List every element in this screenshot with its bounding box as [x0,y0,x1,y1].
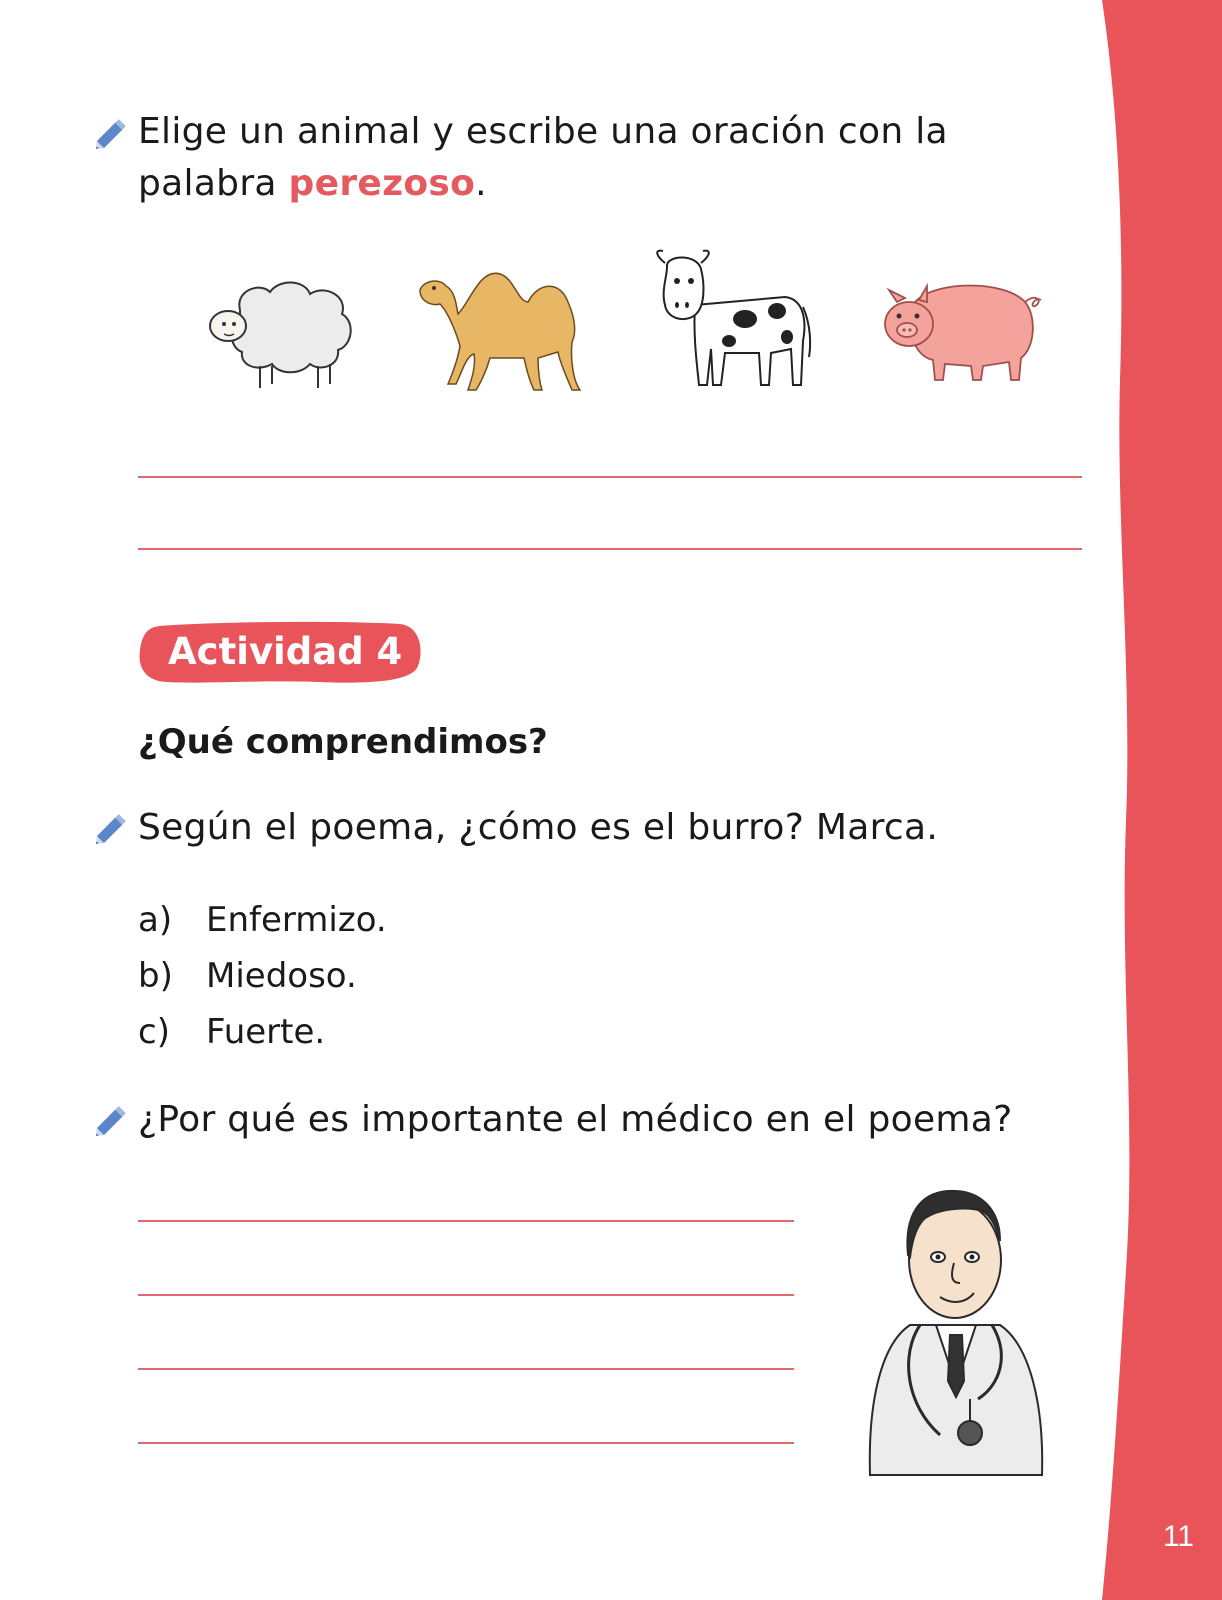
option-letter: a) [138,900,173,940]
option-text: Fuerte. [206,1012,326,1052]
option-text: Enfermizo. [206,900,387,940]
highlight-word: perezoso [288,163,476,204]
pencil-icon [90,808,132,850]
answer-line[interactable] [138,476,1082,478]
page-number: 11 [1162,1520,1194,1553]
answer-line[interactable] [138,548,1082,550]
camel-image [410,262,590,402]
pencil-icon [90,113,132,155]
option-a[interactable] [138,900,387,940]
option-text: Miedoso. [206,956,357,996]
activity-label: Actividad 4 [168,630,403,673]
exercise1-prompt-line1: Elige un animal y escribe una oración con la [138,111,948,152]
answer-line[interactable] [138,1368,794,1370]
answer-line[interactable] [138,1220,794,1222]
exercise1-prompt-line2 [138,158,487,210]
cow-image [645,245,815,395]
pig-image [875,272,1045,392]
doctor-image [850,1185,1060,1485]
prompt-suffix: . [475,163,487,204]
activity-badge [138,620,424,686]
exercise3-question: ¿Por qué es importante el médico en el poema? [138,1099,1013,1140]
option-letter: c) [138,1012,170,1052]
section-title: ¿Qué comprendimos? [138,722,548,762]
answer-line[interactable] [138,1442,794,1444]
option-letter: b) [138,956,173,996]
pencil-icon [90,1100,132,1142]
exercise2-question: Según el poema, ¿cómo es el burro? Marca. [138,807,939,848]
option-b[interactable] [138,956,357,996]
prompt-prefix: palabra [138,163,289,204]
sheep-image [200,270,360,400]
answer-line[interactable] [138,1294,794,1296]
option-c[interactable] [138,1012,325,1052]
side-band [1102,0,1222,1600]
